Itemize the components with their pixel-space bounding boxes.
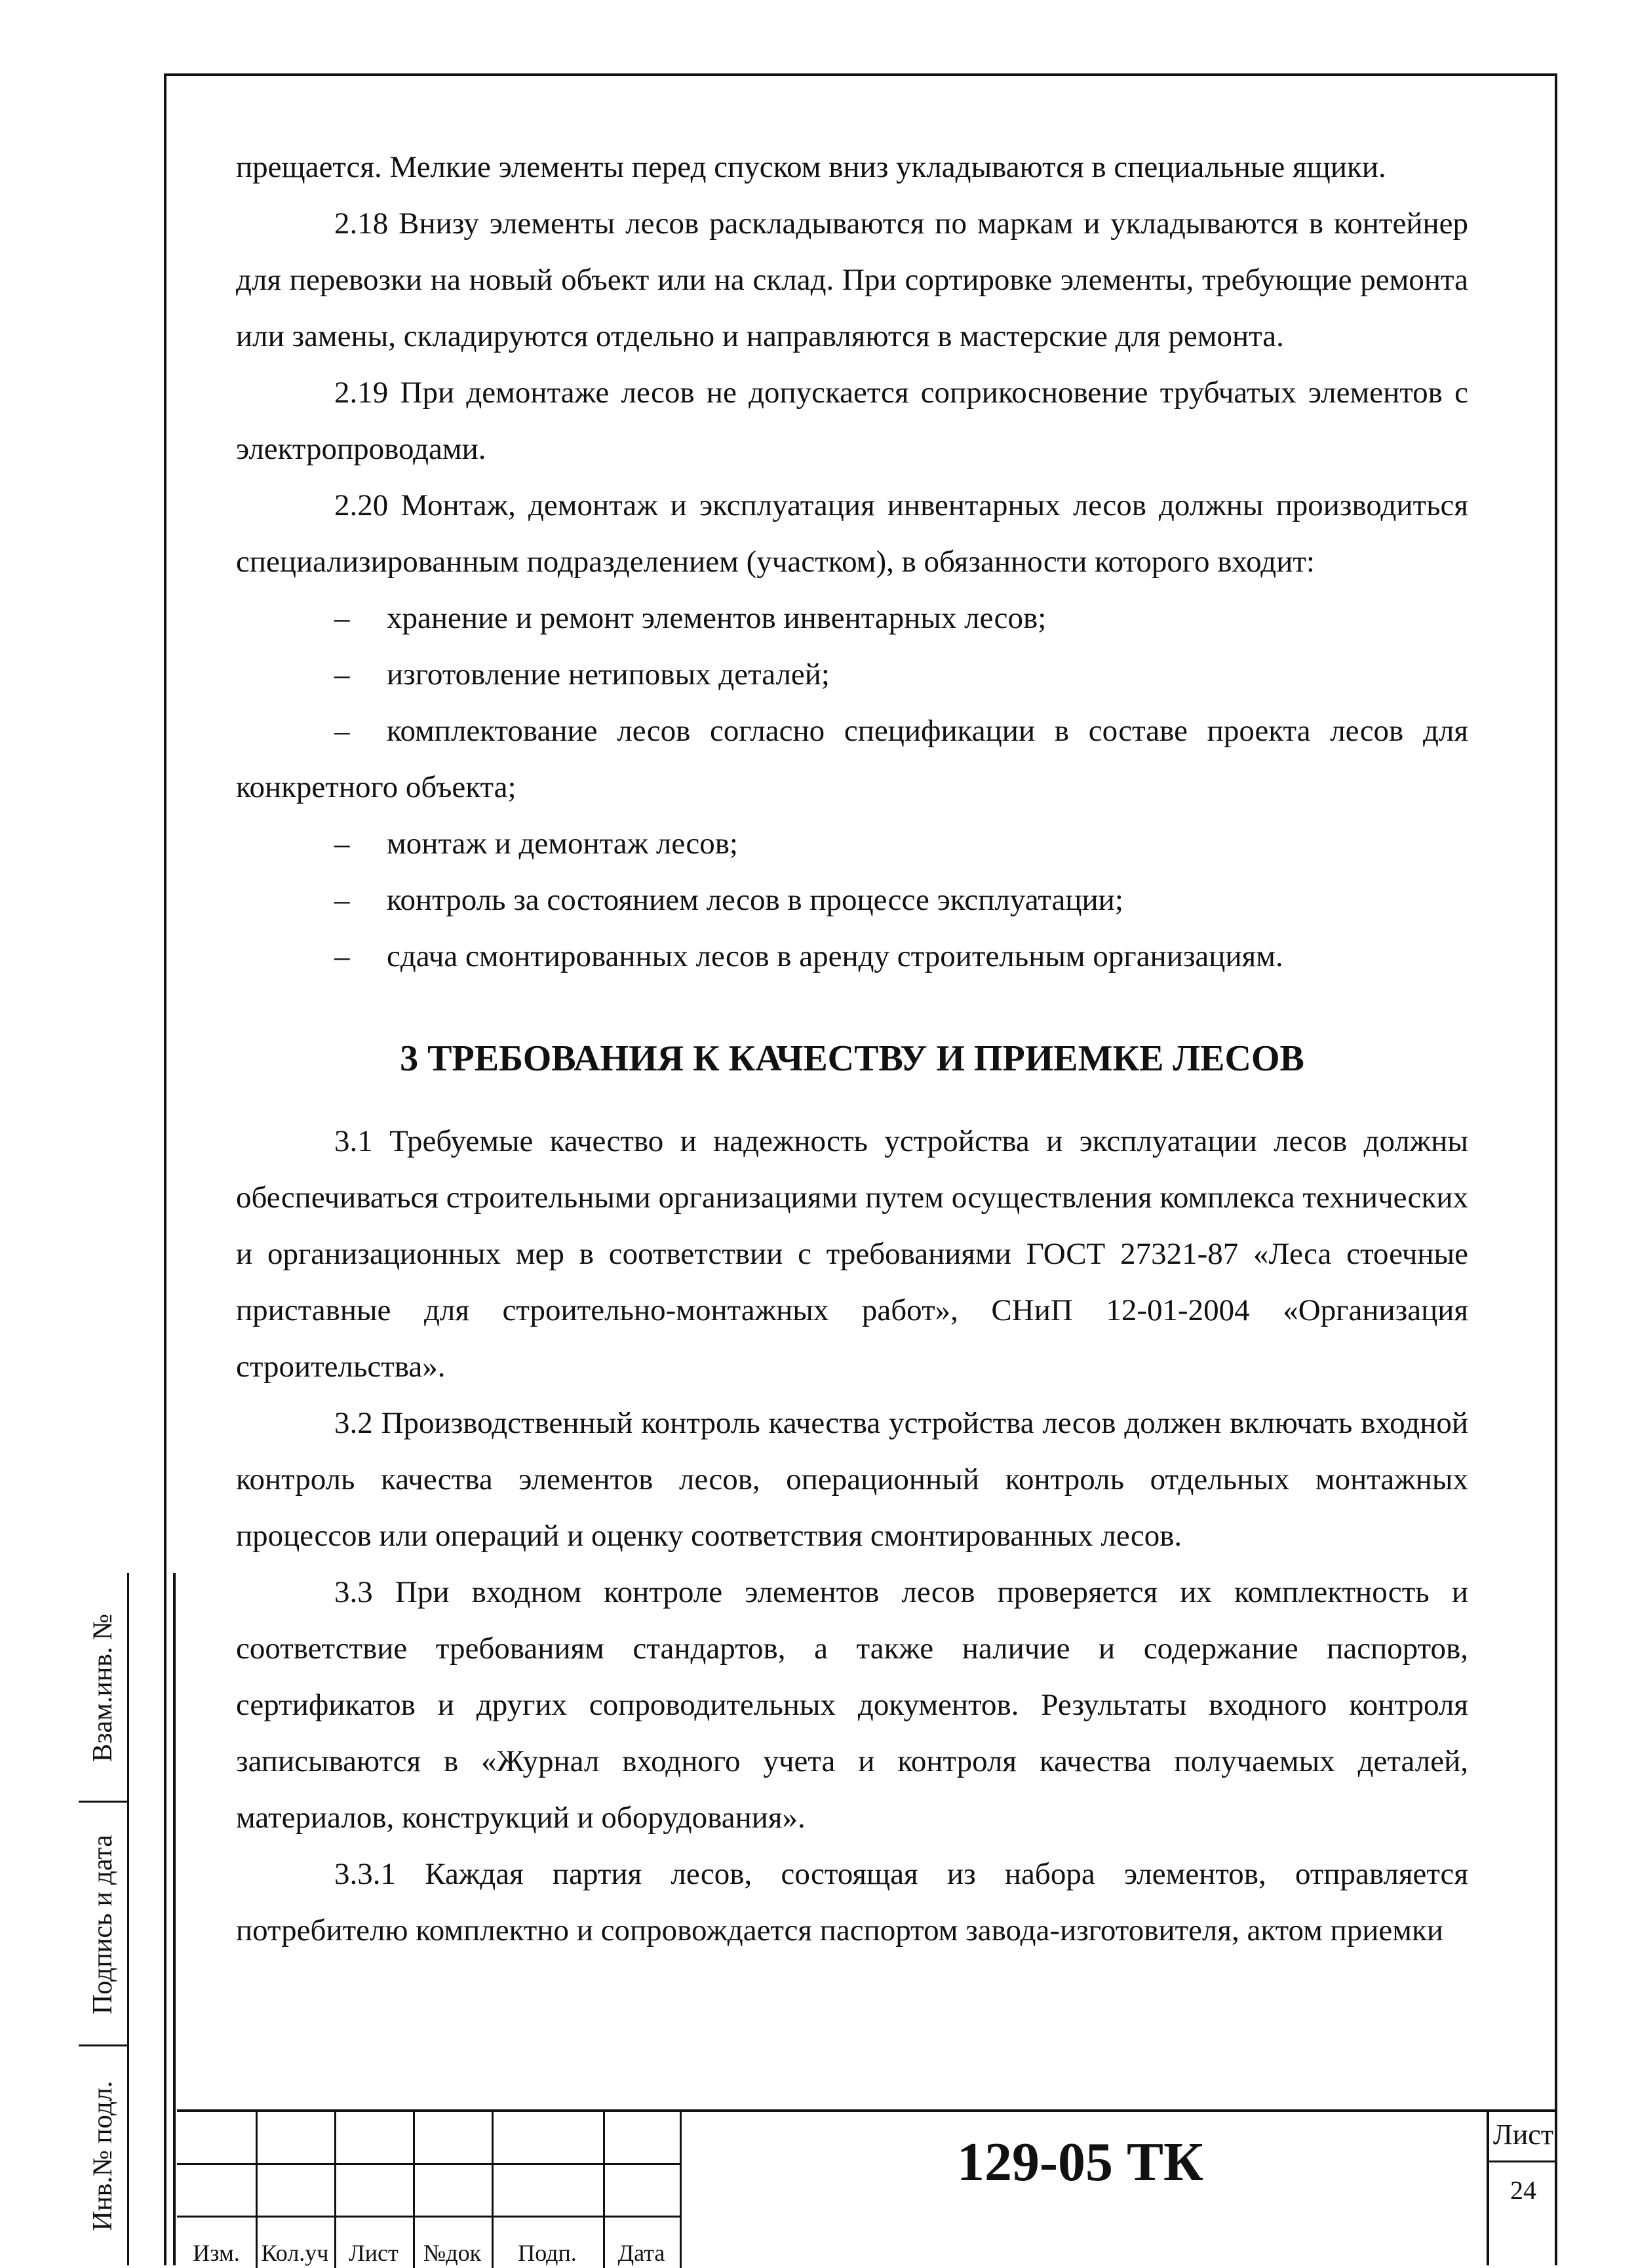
list-item: – хранение и ремонт элементов инвентарных лесов; xyxy=(236,590,1468,646)
sheet-box xyxy=(1487,2109,1557,2265)
dash-marker: – xyxy=(334,883,350,917)
side-label-vzam: Взам.инв. № xyxy=(88,1613,118,1763)
stamp-col-kolych: Кол.уч xyxy=(261,2240,329,2266)
sheet-number: 24 xyxy=(1510,2176,1536,2205)
side-label-column xyxy=(79,1573,129,2265)
paragraph-continuation: прещается. Мелкие элементы перед спуском вниз укладываются в специальные ящики. xyxy=(236,150,1386,184)
title-block xyxy=(177,2109,1557,2265)
side-label-podpis: Подпись и дата xyxy=(88,1834,118,2015)
side-stamp xyxy=(79,1573,177,2265)
dash-marker: – xyxy=(334,939,350,973)
list-item: – контроль за состоянием лесов в процессе эксплуатации; xyxy=(236,872,1468,928)
side-cell-vzam xyxy=(79,1573,127,1803)
paragraph-3-3-1: 3.3.1 Каждая партия лесов, состоящая из набора элементов, отправляется потребителю комплектно и сопровождается паспортом завода-изготовителя, актом приемки xyxy=(236,1857,1468,1947)
grid-line xyxy=(680,2112,682,2268)
dash-marker: – xyxy=(334,714,350,748)
section-heading: 3 ТРЕБОВАНИЯ К КАЧЕСТВУ И ПРИЕМКЕ ЛЕСОВ xyxy=(400,1038,1304,1079)
paragraph-2-20: 2.20 Монтаж, демонтаж и эксплуатация инвентарных лесов должны производиться специализированным подразделением (участком), в обязанности которого входит: xyxy=(236,488,1468,579)
document-code: 129-05 ТК xyxy=(957,2132,1203,2193)
dash-marker: – xyxy=(334,827,350,861)
revision-grid xyxy=(177,2112,682,2268)
dash-marker: – xyxy=(334,601,350,635)
side-cell-podpis xyxy=(79,1803,127,2046)
stamp-col-izm: Изм. xyxy=(193,2240,240,2266)
stamp-col-podp: Подп. xyxy=(518,2240,577,2266)
side-blank-column xyxy=(127,1573,176,2265)
list-item: – монтаж и демонтаж лесов; xyxy=(236,815,1468,872)
grid-line xyxy=(177,2163,682,2165)
paragraph-3-1: 3.1 Требуемые качество и надежность устройства и эксплуатации лесов должны обеспечиваться строительными организациями путем осуществления комплекса технических и организационных мер в соответствии с требованиями ГОСТ 27321-87 «Леса стоечные приставные для строительно-монтажных работ», СНиП 12-01-2004 «Организация строительства». xyxy=(236,1124,1468,1384)
stamp-col-ndok: №док xyxy=(423,2240,482,2266)
duties-list xyxy=(236,590,1468,985)
sheet-label: Лист xyxy=(1489,2109,1557,2162)
list-item: – изготовление нетиповых деталей; xyxy=(236,646,1468,703)
side-cell-inv xyxy=(79,2046,127,2265)
paragraph-3-3: 3.3 При входном контроле элементов лесов проверяется их комплектность и соответствие требованиям стандартов, а также наличие и содержание паспортов, сертификатов и других сопроводительных документов. Результаты входного контроля записываются в «Журнал входного учета и контроля качества получаемых деталей, материалов, конструкций и оборудования». xyxy=(236,1575,1468,1835)
grid-line xyxy=(177,2216,682,2218)
document-body xyxy=(236,139,1468,1959)
side-label-inv: Инв.№ подл. xyxy=(88,2081,118,2231)
stamp-col-data: Дата xyxy=(617,2240,665,2266)
paragraph-3-2: 3.2 Производственный контроль качества устройства лесов должен включать входной контроль качества элементов лесов, операционный контроль отдельных монтажных процессов или операций и оценку соответствия смонтированных лесов. xyxy=(236,1406,1468,1553)
list-item: – сдача смонтированных лесов в аренду строительным организациям. xyxy=(236,928,1468,985)
paragraph-2-19: 2.19 При демонтаже лесов не допускается соприкосновение трубчатых элементов с электропроводами. xyxy=(236,376,1468,466)
stamp-col-list: Лист xyxy=(349,2240,399,2266)
dash-marker: – xyxy=(334,657,350,692)
paragraph-2-18: 2.18 Внизу элементы лесов раскладываются по маркам и укладываются в контейнер для перевозки на новый объект или на склад. При сортировке элементы, требующие ремонта или замены, складируются отдельно и направляются в мастерские для ремонта. xyxy=(236,206,1468,353)
list-item: – комплектование лесов согласно спецификации в составе проекта лесов для конкретного объекта; xyxy=(236,703,1468,815)
